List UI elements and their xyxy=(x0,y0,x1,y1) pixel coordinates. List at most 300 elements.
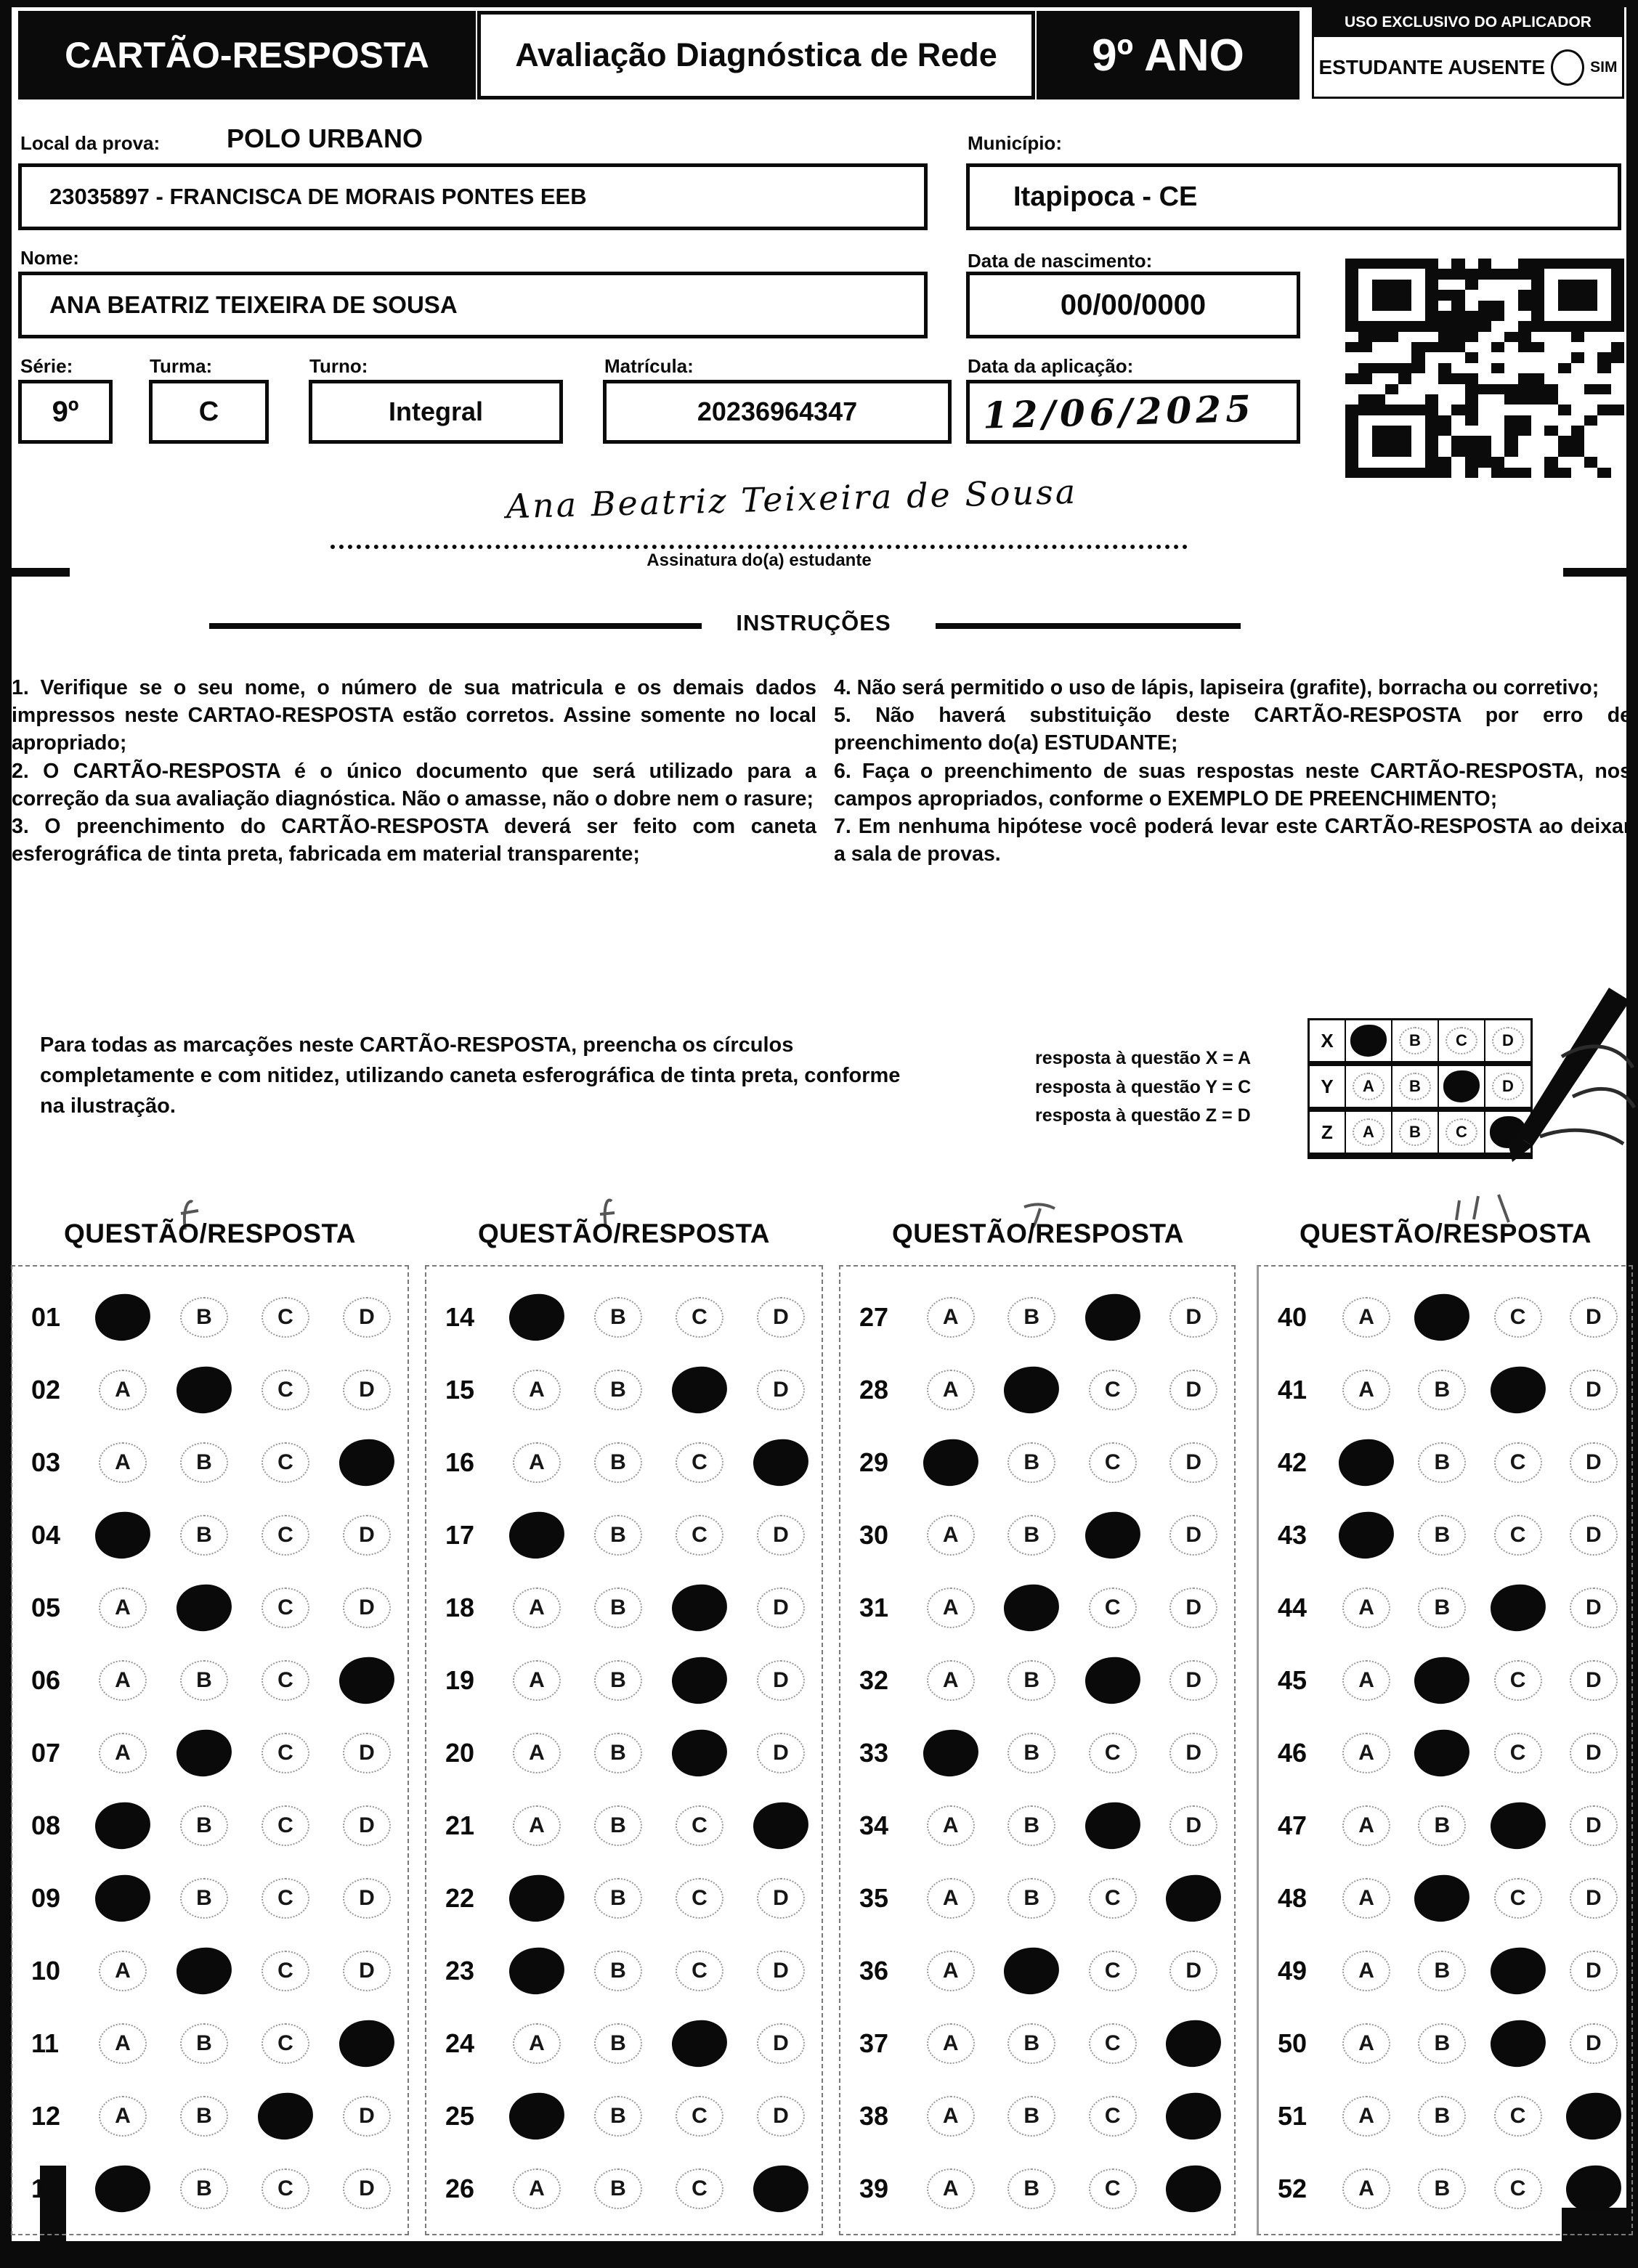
bubble-q04-A-marked[interactable] xyxy=(93,1510,152,1561)
bubble-q09-A-marked[interactable] xyxy=(93,1873,152,1924)
bubble-q04-C[interactable]: C xyxy=(261,1515,309,1556)
answer-cell xyxy=(1154,1733,1235,1773)
bubble-q29-D[interactable]: D xyxy=(1169,1442,1217,1483)
question-row-40 xyxy=(1259,1281,1631,1354)
answer-cell xyxy=(659,2020,740,2067)
bubble-q27-C-marked[interactable] xyxy=(1083,1292,1142,1343)
bubble-q15-B[interactable]: B xyxy=(594,1370,642,1410)
bubble-q07-A[interactable]: A xyxy=(99,1733,147,1773)
bubble-q26-A[interactable]: A xyxy=(513,2169,561,2209)
bubble-q22-C[interactable]: C xyxy=(676,1878,723,1919)
bubble-q32-D[interactable]: D xyxy=(1169,1660,1217,1701)
question-row-02 xyxy=(12,1354,408,1426)
bubble-q30-B[interactable]: B xyxy=(1007,1515,1055,1556)
bubble-q43-C[interactable]: C xyxy=(1494,1515,1542,1556)
instructions-rule-right xyxy=(936,623,1241,629)
bubble-q36-A[interactable]: A xyxy=(927,1951,975,1991)
answer-cell xyxy=(1480,2020,1556,2067)
bubble-q12-C-marked[interactable] xyxy=(256,2091,315,2142)
bubble-q17-C[interactable]: C xyxy=(676,1515,723,1556)
answer-cell xyxy=(326,1733,408,1773)
bubble-q03-C[interactable]: C xyxy=(261,1442,309,1483)
answer-cell xyxy=(1556,2093,1631,2139)
bubble-q42-D[interactable]: D xyxy=(1570,1442,1618,1483)
answer-cell xyxy=(740,2023,822,2064)
bubble-q34-A[interactable]: A xyxy=(927,1805,975,1846)
bubble-q33-B[interactable]: B xyxy=(1007,1733,1055,1773)
bubble-q48-B-marked[interactable] xyxy=(1413,1873,1472,1924)
bubble-q49-B[interactable]: B xyxy=(1418,1951,1466,1991)
school-value: 23035897 - FRANCISCA DE MORAIS PONTES EEB xyxy=(49,184,587,209)
question-row-41 xyxy=(1259,1354,1631,1426)
bubble-q18-D[interactable]: D xyxy=(757,1588,805,1628)
bubble-q01-D[interactable]: D xyxy=(343,1297,391,1338)
bubble-q22-D[interactable]: D xyxy=(757,1878,805,1919)
bubble-q48-D[interactable]: D xyxy=(1570,1878,1618,1919)
answer-cell xyxy=(496,1660,577,1701)
bubble-q38-D-marked[interactable] xyxy=(1164,2091,1223,2142)
answer-cell xyxy=(326,1951,408,1991)
bubble-q14-D[interactable]: D xyxy=(757,1297,805,1338)
bubble-q31-D[interactable]: D xyxy=(1169,1588,1217,1628)
bubble-q41-C-marked[interactable] xyxy=(1488,1365,1547,1415)
bubble-q04-B[interactable]: B xyxy=(180,1515,228,1556)
bubble-q32-C-marked[interactable] xyxy=(1083,1655,1142,1706)
bubble-q51-A[interactable]: A xyxy=(1342,2096,1390,2137)
bubble-q45-D[interactable]: D xyxy=(1570,1660,1618,1701)
bubble-q39-C[interactable]: C xyxy=(1089,2169,1137,2209)
bubble-q50-D[interactable]: D xyxy=(1570,2023,1618,2064)
answer-cell xyxy=(326,1588,408,1628)
bubble-q32-B[interactable]: B xyxy=(1007,1660,1055,1701)
bubble-q16-C[interactable]: C xyxy=(676,1442,723,1483)
bubble-q31-A[interactable]: A xyxy=(927,1588,975,1628)
bubble-q13-C[interactable]: C xyxy=(261,2169,309,2209)
answer-cell xyxy=(910,1730,992,1776)
answer-cell xyxy=(245,1951,326,1991)
exam-title-text: Avaliação Diagnóstica de Rede xyxy=(515,36,997,73)
answer-cell xyxy=(577,1515,659,1556)
answer-cell xyxy=(577,1660,659,1701)
nascimento-value: 00/00/0000 xyxy=(1060,288,1207,321)
bubble-q25-D[interactable]: D xyxy=(757,2096,805,2137)
answer-cell xyxy=(1072,2169,1154,2209)
bubble-q03-B[interactable]: B xyxy=(180,1442,228,1483)
bubble-q47-A[interactable]: A xyxy=(1342,1805,1390,1846)
bubble-q50-C-marked[interactable] xyxy=(1488,2018,1547,2069)
bubble-q28-C[interactable]: C xyxy=(1089,1370,1137,1410)
bubble-q26-D-marked[interactable] xyxy=(751,2163,810,2214)
bubble-q45-A[interactable]: A xyxy=(1342,1660,1390,1701)
answer-cell xyxy=(659,1951,740,1991)
bubble-q11-B[interactable]: B xyxy=(180,2023,228,2064)
question-number: 39 xyxy=(859,2174,889,2203)
bubble-q05-D[interactable]: D xyxy=(343,1588,391,1628)
bubble-q41-D[interactable]: D xyxy=(1570,1370,1618,1410)
answer-cell xyxy=(1556,2023,1631,2064)
bubble-q43-D[interactable]: D xyxy=(1570,1515,1618,1556)
bubble-q05-C[interactable]: C xyxy=(261,1588,309,1628)
bubble-q12-A[interactable]: A xyxy=(99,2096,147,2137)
bubble-q20-A[interactable]: A xyxy=(513,1733,561,1773)
bubble-q13-D[interactable]: D xyxy=(343,2169,391,2209)
bubble-q46-D[interactable]: D xyxy=(1570,1733,1618,1773)
bubble-q48-C[interactable]: C xyxy=(1494,1878,1542,1919)
bubble-q13-B[interactable]: B xyxy=(180,2169,228,2209)
answer-cell xyxy=(659,1297,740,1338)
bubble-q44-A[interactable]: A xyxy=(1342,1588,1390,1628)
bubble-q49-D[interactable]: D xyxy=(1570,1951,1618,1991)
turma-field xyxy=(149,380,269,444)
bubble-q52-D-marked[interactable] xyxy=(1564,2163,1623,2214)
answer-cell xyxy=(1404,2169,1480,2209)
answer-cell xyxy=(1154,1297,1235,1338)
answer-cell xyxy=(659,1878,740,1919)
bubble-q06-A[interactable]: A xyxy=(99,1660,147,1701)
bubble-q21-C[interactable]: C xyxy=(676,1805,723,1846)
question-row-45 xyxy=(1259,1644,1631,1717)
bubble-q49-A[interactable]: A xyxy=(1342,1951,1390,1991)
bubble-q04-D[interactable]: D xyxy=(343,1515,391,1556)
answer-cell xyxy=(992,1515,1073,1556)
answer-cell xyxy=(740,1588,822,1628)
bubble-q35-A[interactable]: A xyxy=(927,1878,975,1919)
bubble-q09-D[interactable]: D xyxy=(343,1878,391,1919)
bubble-q06-D-marked[interactable] xyxy=(337,1655,396,1706)
bubble-q21-A[interactable]: A xyxy=(513,1805,561,1846)
example-cell xyxy=(1345,1066,1391,1107)
bubble-q22-B[interactable]: B xyxy=(594,1878,642,1919)
bubble-q30-A[interactable]: A xyxy=(927,1515,975,1556)
question-number: 38 xyxy=(859,2101,889,2131)
bubble-q21-B[interactable]: B xyxy=(594,1805,642,1846)
answer-cell xyxy=(1329,1439,1404,1486)
bubble-q51-C[interactable]: C xyxy=(1494,2096,1542,2137)
instructions-rule-left xyxy=(209,623,702,629)
bubble-q14-C[interactable]: C xyxy=(676,1297,723,1338)
answer-cell xyxy=(1480,2096,1556,2137)
bubble-q02-C[interactable]: C xyxy=(261,1370,309,1410)
bubble-q11-D-marked[interactable] xyxy=(337,2018,396,2069)
applicator-box xyxy=(1312,6,1624,99)
bubble-q33-C[interactable]: C xyxy=(1089,1733,1137,1773)
bubble-q39-D-marked[interactable] xyxy=(1164,2163,1223,2214)
bubble-q28-B-marked[interactable] xyxy=(1002,1365,1061,1415)
answer-cell xyxy=(1480,1515,1556,1556)
bubble-q47-B[interactable]: B xyxy=(1418,1805,1466,1846)
bubble-q27-A[interactable]: A xyxy=(927,1297,975,1338)
bubble-q36-C[interactable]: C xyxy=(1089,1951,1137,1991)
bubble-q42-A-marked[interactable] xyxy=(1337,1437,1395,1488)
bubble-q20-C-marked[interactable] xyxy=(670,1728,729,1779)
bubble-q25-A-marked[interactable] xyxy=(507,2091,566,2142)
answer-cell xyxy=(992,1948,1073,1994)
bubble-q18-B[interactable]: B xyxy=(594,1588,642,1628)
bubble-q06-B[interactable]: B xyxy=(180,1660,228,1701)
bubble-q29-A-marked[interactable] xyxy=(921,1437,980,1488)
answer-cell xyxy=(496,2023,577,2064)
answer-cell xyxy=(1556,1660,1631,1701)
column-header-4: QUESTÃO/RESPOSTA xyxy=(1299,1219,1592,1248)
bubble-q07-C[interactable]: C xyxy=(261,1733,309,1773)
bubble-q35-D-marked[interactable] xyxy=(1164,1873,1223,1924)
bubble-q23-A-marked[interactable] xyxy=(507,1946,566,1996)
bubble-q24-C-marked[interactable] xyxy=(670,2018,729,2069)
bubble-q33-A-marked[interactable] xyxy=(921,1728,980,1779)
page-border-bottom xyxy=(0,2241,1638,2268)
bubble-q37-A[interactable]: A xyxy=(927,2023,975,2064)
bubble-q16-B[interactable]: B xyxy=(594,1442,642,1483)
answer-cell xyxy=(659,2169,740,2209)
bubble-q27-B[interactable]: B xyxy=(1007,1297,1055,1338)
bubble-q03-D-marked[interactable] xyxy=(337,1437,396,1488)
bubble-q02-A[interactable]: A xyxy=(99,1370,147,1410)
bubble-q12-B[interactable]: B xyxy=(180,2096,228,2137)
bubble-q18-C-marked[interactable] xyxy=(670,1582,729,1633)
question-row-24 xyxy=(426,2007,822,2080)
bubble-q11-C[interactable]: C xyxy=(261,2023,309,2064)
question-number: 27 xyxy=(859,1302,889,1332)
answer-cell xyxy=(163,1805,245,1846)
bubble-q49-C-marked[interactable] xyxy=(1488,1946,1547,1996)
instruction-item: 3. O preenchimento do CARTÃO-RESPOSTA deverá ser feito com caneta esferográfica de tinta preta, fabricada em material transparente; xyxy=(12,814,816,866)
bubble-q28-D[interactable]: D xyxy=(1169,1370,1217,1410)
question-row-46 xyxy=(1259,1717,1631,1789)
bubble-q23-C[interactable]: C xyxy=(676,1951,723,1991)
bubble-q17-A-marked[interactable] xyxy=(507,1510,566,1561)
answer-cell xyxy=(1072,1442,1154,1483)
bubble-q45-B-marked[interactable] xyxy=(1413,1655,1472,1706)
bubble-q25-C[interactable]: C xyxy=(676,2096,723,2137)
bubble-q31-C[interactable]: C xyxy=(1089,1588,1137,1628)
bubble-q25-B[interactable]: B xyxy=(594,2096,642,2137)
bubble-q15-A[interactable]: A xyxy=(513,1370,561,1410)
bubble-q09-B[interactable]: B xyxy=(180,1878,228,1919)
answer-cell xyxy=(1556,1878,1631,1919)
bubble-q32-A[interactable]: A xyxy=(927,1660,975,1701)
bubble-q44-B[interactable]: B xyxy=(1418,1588,1466,1628)
bubble-q42-B[interactable]: B xyxy=(1418,1442,1466,1483)
bubble-q08-C[interactable]: C xyxy=(261,1805,309,1846)
bubble-q10-B-marked[interactable] xyxy=(174,1946,233,1996)
bubble-q43-B[interactable]: B xyxy=(1418,1515,1466,1556)
bubble-q33-D[interactable]: D xyxy=(1169,1733,1217,1773)
bubble-q34-B[interactable]: B xyxy=(1007,1805,1055,1846)
answer-cell xyxy=(1480,1660,1556,1701)
bubble-q28-A[interactable]: A xyxy=(927,1370,975,1410)
bubble-q37-B[interactable]: B xyxy=(1007,2023,1055,2064)
question-number: 35 xyxy=(859,1883,889,1913)
answer-cell xyxy=(910,1951,992,1991)
bubble-q52-B[interactable]: B xyxy=(1418,2169,1466,2209)
nome-value: ANA BEATRIZ TEIXEIRA DE SOUSA xyxy=(49,291,458,318)
bubble-q40-B-marked[interactable] xyxy=(1413,1292,1472,1343)
question-row-42 xyxy=(1259,1426,1631,1499)
bubble-q23-D[interactable]: D xyxy=(757,1951,805,1991)
bubble-q21-D-marked[interactable] xyxy=(751,1800,810,1851)
question-row-27 xyxy=(840,1281,1234,1354)
bubble-q38-B[interactable]: B xyxy=(1007,2096,1055,2137)
question-number: 44 xyxy=(1278,1593,1307,1622)
bubble-q46-A[interactable]: A xyxy=(1342,1733,1390,1773)
bubble-q24-A[interactable]: A xyxy=(513,2023,561,2064)
bubble-q36-B-marked[interactable] xyxy=(1002,1946,1061,1996)
bubble-q20-B[interactable]: B xyxy=(594,1733,642,1773)
bubble-q24-B[interactable]: B xyxy=(594,2023,642,2064)
question-row-37 xyxy=(840,2007,1234,2080)
bubble-q37-C[interactable]: C xyxy=(1089,2023,1137,2064)
bubble-q18-A[interactable]: A xyxy=(513,1588,561,1628)
instruction-item: 5. Não haverá substituição deste CARTÃO-RESPOSTA por erro de preenchimento do(a) ESTUDANTE; xyxy=(834,704,1631,755)
bubble-q39-A[interactable]: A xyxy=(927,2169,975,2209)
bubble-q01-B[interactable]: B xyxy=(180,1297,228,1338)
bubble-q19-A[interactable]: A xyxy=(513,1660,561,1701)
bubble-q16-A[interactable]: A xyxy=(513,1442,561,1483)
bubble-q41-B[interactable]: B xyxy=(1418,1370,1466,1410)
answer-cell xyxy=(496,1948,577,1994)
bubble-q44-C-marked[interactable] xyxy=(1488,1582,1547,1633)
bubble-q15-D[interactable]: D xyxy=(757,1370,805,1410)
bubble-q48-A[interactable]: A xyxy=(1342,1878,1390,1919)
bubble-q14-B[interactable]: B xyxy=(594,1297,642,1338)
question-row-51 xyxy=(1259,2080,1631,2153)
serie-field xyxy=(18,380,113,444)
bubble-q05-B-marked[interactable] xyxy=(174,1582,233,1633)
question-row-44 xyxy=(1259,1572,1631,1644)
bubble-q30-C-marked[interactable] xyxy=(1083,1510,1142,1561)
bubble-q07-B-marked[interactable] xyxy=(174,1728,233,1779)
answer-cell xyxy=(1329,1951,1404,1991)
bubble-q08-B[interactable]: B xyxy=(180,1805,228,1846)
bubble-q50-A[interactable]: A xyxy=(1342,2023,1390,2064)
bubble-q47-C-marked[interactable] xyxy=(1488,1800,1547,1851)
answer-cell xyxy=(1404,1588,1480,1628)
bubble-q17-D[interactable]: D xyxy=(757,1515,805,1556)
question-number: 41 xyxy=(1278,1375,1307,1405)
bubble-q03-A[interactable]: A xyxy=(99,1442,147,1483)
bubble-q26-C[interactable]: C xyxy=(676,2169,723,2209)
bubble-q10-D[interactable]: D xyxy=(343,1951,391,1991)
bubble-q07-D[interactable]: D xyxy=(343,1733,391,1773)
bubble-q35-C[interactable]: C xyxy=(1089,1878,1137,1919)
bubble-q29-B[interactable]: B xyxy=(1007,1442,1055,1483)
answer-cell xyxy=(1329,1370,1404,1410)
answer-cell xyxy=(1556,1951,1631,1991)
bubble-q38-C[interactable]: C xyxy=(1089,2096,1137,2137)
answer-cell xyxy=(1404,1951,1480,1991)
answer-cell xyxy=(1329,2023,1404,2064)
aplicacao-handwritten-value: 12/06/2025 xyxy=(982,386,1256,437)
bubble-q41-A[interactable]: A xyxy=(1342,1370,1390,1410)
bubble-q52-A[interactable]: A xyxy=(1342,2169,1390,2209)
bubble-q05-A[interactable]: A xyxy=(99,1588,147,1628)
bubble-q34-D[interactable]: D xyxy=(1169,1805,1217,1846)
answer-cell xyxy=(1329,1512,1404,1558)
bubble-q13-A-marked[interactable] xyxy=(93,2163,152,2214)
example-bubble-filled-X-A xyxy=(1350,1025,1387,1057)
bubble-q26-B[interactable]: B xyxy=(594,2169,642,2209)
bubble-q27-D[interactable]: D xyxy=(1169,1297,1217,1338)
bubble-q39-B[interactable]: B xyxy=(1007,2169,1055,2209)
bubble-q45-C[interactable]: C xyxy=(1494,1660,1542,1701)
bubble-q35-B[interactable]: B xyxy=(1007,1878,1055,1919)
answer-cell xyxy=(577,1733,659,1773)
answer-cell xyxy=(740,1802,822,1849)
bubble-q22-A-marked[interactable] xyxy=(507,1873,566,1924)
bubble-q37-D-marked[interactable] xyxy=(1164,2018,1223,2069)
bubble-q12-D[interactable]: D xyxy=(343,2096,391,2137)
bubble-q24-D[interactable]: D xyxy=(757,2023,805,2064)
bubble-q20-D[interactable]: D xyxy=(757,1733,805,1773)
bubble-q02-B-marked[interactable] xyxy=(174,1365,233,1415)
answer-cell xyxy=(245,1370,326,1410)
bubble-q50-B[interactable]: B xyxy=(1418,2023,1466,2064)
bubble-q19-D[interactable]: D xyxy=(757,1660,805,1701)
bubble-q40-C[interactable]: C xyxy=(1494,1297,1542,1338)
bubble-q30-D[interactable]: D xyxy=(1169,1515,1217,1556)
bubble-q31-B-marked[interactable] xyxy=(1002,1582,1061,1633)
bubble-q51-B[interactable]: B xyxy=(1418,2096,1466,2137)
serie-label: Série: xyxy=(20,355,73,377)
answer-cell xyxy=(1154,2166,1235,2212)
bubble-q10-A[interactable]: A xyxy=(99,1951,147,1991)
bubble-q43-A-marked[interactable] xyxy=(1337,1510,1395,1561)
bubble-q36-D[interactable]: D xyxy=(1169,1951,1217,1991)
bubble-q01-A-marked[interactable] xyxy=(93,1292,152,1343)
answer-cell xyxy=(1072,1370,1154,1410)
bubble-q01-C[interactable]: C xyxy=(261,1297,309,1338)
bubble-q40-A[interactable]: A xyxy=(1342,1297,1390,1338)
bubble-q23-B[interactable]: B xyxy=(594,1951,642,1991)
bubble-q08-A-marked[interactable] xyxy=(93,1800,152,1851)
bubble-q52-C[interactable]: C xyxy=(1494,2169,1542,2209)
bubble-q40-D[interactable]: D xyxy=(1570,1297,1618,1338)
question-number: 51 xyxy=(1278,2101,1307,2131)
bubble-q44-D[interactable]: D xyxy=(1570,1588,1618,1628)
question-row-34 xyxy=(840,1789,1234,1862)
answer-cell xyxy=(740,1515,822,1556)
bubble-q17-B[interactable]: B xyxy=(594,1515,642,1556)
answer-cell xyxy=(1556,1515,1631,1556)
bubble-q11-A[interactable]: A xyxy=(99,2023,147,2064)
question-number: 10 xyxy=(31,1956,61,1985)
bubble-q09-C[interactable]: C xyxy=(261,1878,309,1919)
bubble-q47-D[interactable]: D xyxy=(1570,1805,1618,1846)
bubble-q42-C[interactable]: C xyxy=(1494,1442,1542,1483)
bubble-q51-D-marked[interactable] xyxy=(1564,2091,1623,2142)
bubble-q16-D-marked[interactable] xyxy=(751,1437,810,1488)
bubble-q19-C-marked[interactable] xyxy=(670,1655,729,1706)
absent-checkbox-circle[interactable] xyxy=(1551,49,1584,86)
bubble-q14-A-marked[interactable] xyxy=(507,1292,566,1343)
example-question-label: Z xyxy=(1321,1121,1333,1143)
bubble-q34-C-marked[interactable] xyxy=(1083,1800,1142,1851)
bubble-q38-A[interactable]: A xyxy=(927,2096,975,2137)
bubble-q46-B-marked[interactable] xyxy=(1413,1728,1472,1779)
bubble-q10-C[interactable]: C xyxy=(261,1951,309,1991)
bubble-q29-C[interactable]: C xyxy=(1089,1442,1137,1483)
nascimento-field xyxy=(966,272,1300,338)
answer-cell xyxy=(1329,1805,1404,1846)
bubble-q02-D[interactable]: D xyxy=(343,1370,391,1410)
bubble-q46-C[interactable]: C xyxy=(1494,1733,1542,1773)
answer-cell xyxy=(245,1588,326,1628)
bubble-q15-C-marked[interactable] xyxy=(670,1365,729,1415)
bubble-q06-C[interactable]: C xyxy=(261,1660,309,1701)
bubble-q08-D[interactable]: D xyxy=(343,1805,391,1846)
question-number: 08 xyxy=(31,1810,61,1840)
bubble-q19-B[interactable]: B xyxy=(594,1660,642,1701)
